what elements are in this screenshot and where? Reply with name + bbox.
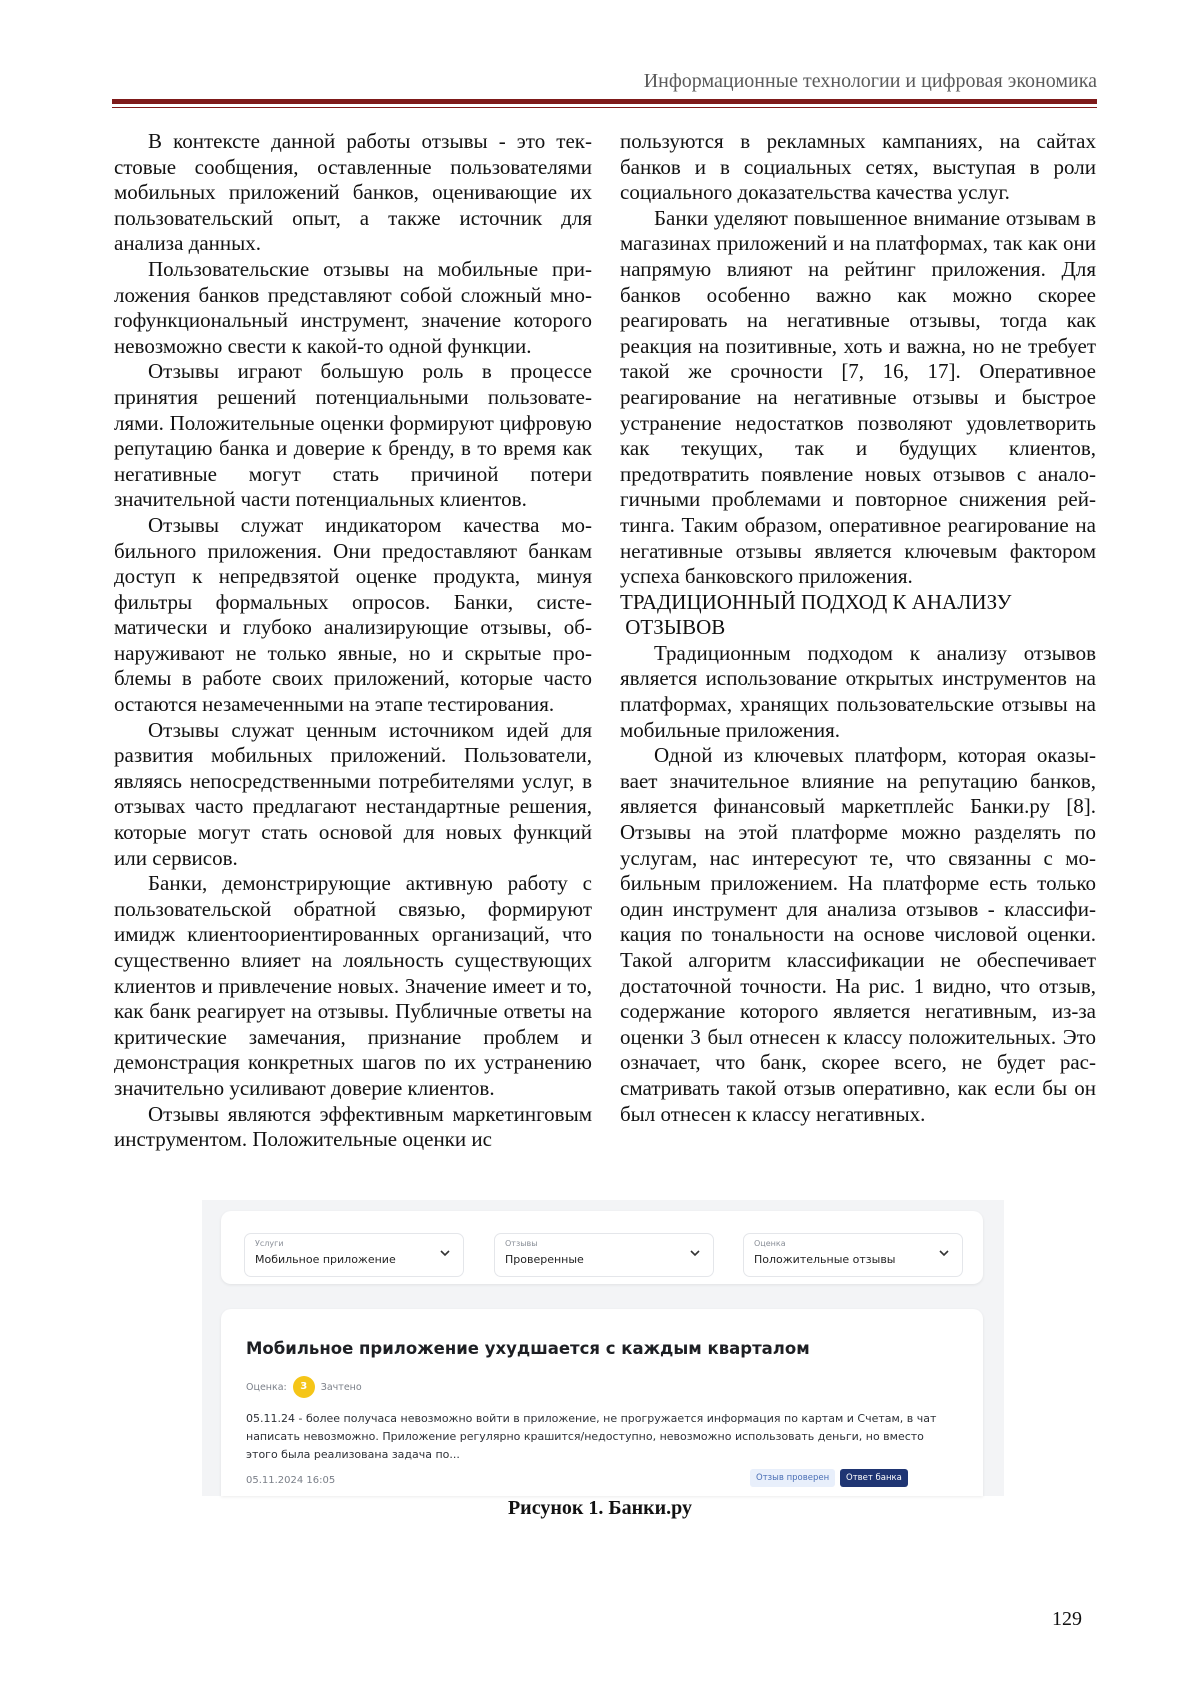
rating-badge: 3 <box>293 1376 315 1398</box>
section-title-line: ТРАДИЦИОННЫЙ ПОДХОД К АНАЛИЗУ <box>620 589 1012 614</box>
rating-status: Зачтено <box>320 1381 362 1393</box>
rating-row <box>246 1376 362 1398</box>
review-date: 05.11.2024 16:05 <box>246 1475 336 1486</box>
chevron-down-icon <box>439 1247 451 1259</box>
paragraph: Банки, демонстрирующие активную работу с пользовательской обратной связью, формируют имидж клиентоориентированных организаций, что существенно влияет на лояльность существующих клиентов и привлечение новых. Значение имеет и то, как банк реагирует на отзывы. Публичные ответы на критические замечания, признание проблем и демонстрация конкретных шагов по их устранению значительно усиливают доверие клиентов. <box>114 871 592 1100</box>
paragraph: Отзывы служат индикатором качества мобильного приложения. Они предоставляют банкам доступ к непредвзятой оценке продукта, минуя фильтры формальных опросов. Банки, систематически и глубоко анализирующие отзывы, обнаруживают не только явные, но и скрытые проблемы в работе своих приложений, которые часто остаются незамеченными на этапе тестирования. <box>114 512 592 717</box>
filter-value: Мобильное приложение <box>255 1253 396 1266</box>
filter-reviews[interactable] <box>494 1233 714 1277</box>
chevron-down-icon <box>689 1247 701 1259</box>
paragraph: Одной из ключевых платформ, которая оказывает значительное влияние на репутацию банков, является финансовый маркетплейс Банки.ру [8]. Отзывы на этой платформе можно разделять по услугам, нас интересуют те, что связанны с мобильным приложением. На платформе есть только один инструмент для анализа отзывов - классификация по тональности на основе числовой оценки. Такой алгоритм классификации не обеспечивает достаточной точности. На рис. 1 видно, что отзыв, содержание которого является негативным, из-за оценки 3 был отнесен к классу положительных. Это означает, что банк, скорее всего, не будет рассматривать такой отзыв оперативно, как если бы он был отнесен к классу негативных. <box>620 743 1096 1126</box>
figure-caption: Рисунок 1. Банки.ру <box>507 1497 693 1519</box>
figure-screenshot <box>202 1200 1004 1496</box>
filters-panel <box>221 1211 983 1284</box>
paragraph: В контексте данной работы отзывы - это текстовые сообщения, оставленные пользователями мобильных приложений банков, оценивающие их пользовательский опыт, а также источник для анализа данных. <box>114 129 592 256</box>
page-number: 129 <box>1052 1608 1082 1630</box>
filter-rating[interactable] <box>743 1233 963 1277</box>
filter-value: Проверенные <box>505 1253 584 1266</box>
paragraph: Банки уделяют повышенное внимание отзывам в магазинах приложений и на платформах, так как они напрямую влияют на рейтинг приложения. Для банков особенно важно как можно скорее реагировать на негативные отзывы, тогда как реакция на позитивные, хоть и важна, но не требует такой же срочности [7, 16, 17]. Оперативное реагирование на негативные отзывы и быстрое устранение недостатков позволяют удовлетворить как текущих, так и будущих клиентов, предотвратить появление новых отзывов с аналогичными проблемами и повторное снижения рейтинга. Таким образом, оперативное реагирование на негативные отзывы является ключевым фактором успеха банковского приложения. <box>620 205 1096 589</box>
header-rule-thin <box>112 107 1097 108</box>
filter-label: Услуги <box>255 1239 284 1248</box>
review-checked-button[interactable]: Отзыв проверен <box>750 1469 835 1487</box>
paragraph: Пользовательские отзывы на мобильные приложения банков представляют собой сложный многофункциональный инструмент, значение которого невозможно свести к какой-то одной функции. <box>114 256 592 358</box>
paragraph: Отзывы служат ценным источником идей для развития мобильных приложений. Пользователи, являясь непосредственными потребителями услуг, в отзывах часто предлагают нестандартные решения, которые могут стать основой для новых функций или сервисов. <box>114 717 592 870</box>
right-column <box>620 129 1096 1127</box>
rating-label: Оценка: <box>246 1381 287 1393</box>
chevron-down-icon <box>938 1247 950 1259</box>
filter-label: Отзывы <box>505 1239 538 1248</box>
review-title[interactable]: Мобильное приложение ухудшается с каждым кварталом <box>246 1339 810 1358</box>
page-header <box>112 68 1097 112</box>
paragraph: Отзывы играют большую роль в процессе принятия решений потенциальными пользователями. Положительные оценки формируют цифровую репутацию банка и доверие к бренду, в то время как негативные могут стать причиной потери значительной части потенциальных клиентов. <box>114 359 592 512</box>
section-title-line: ОТЗЫВОВ <box>625 615 726 640</box>
section-title <box>620 590 1096 641</box>
journal-title: Информационные технологии и цифровая экономика <box>643 70 1097 92</box>
paragraph-continuation: пользуются в рекламных кампаниях, на сайтах банков и в социальных сетях, выступая в роли социального доказательства качества услуг. <box>620 129 1096 205</box>
filter-label: Оценка <box>754 1239 786 1248</box>
left-column <box>114 129 592 1153</box>
review-card <box>221 1309 983 1496</box>
bank-answer-button[interactable]: Ответ банка <box>840 1469 908 1487</box>
filter-value: Положительные отзывы <box>754 1253 896 1266</box>
paragraph: Отзывы являются эффективным маркетинговым инструментом. Положительные оценки ис <box>114 1101 592 1152</box>
filter-services[interactable] <box>244 1233 464 1277</box>
review-text: 05.11.24 - более получаса невозможно войти в приложение, не прогружается информация по картам и Счетам, в чат написать невозможно. Приложение регулярно крашится/недоступно, невозможно использовать деньги, но вместо этого была реализована задача по... <box>246 1412 937 1461</box>
header-rule-thick <box>112 99 1097 104</box>
paragraph: Традиционным подходом к анализу отзывов является использование открытых инструментов на платформах, хранящих пользовательские отзывы на мобильные приложения. <box>620 640 1096 742</box>
